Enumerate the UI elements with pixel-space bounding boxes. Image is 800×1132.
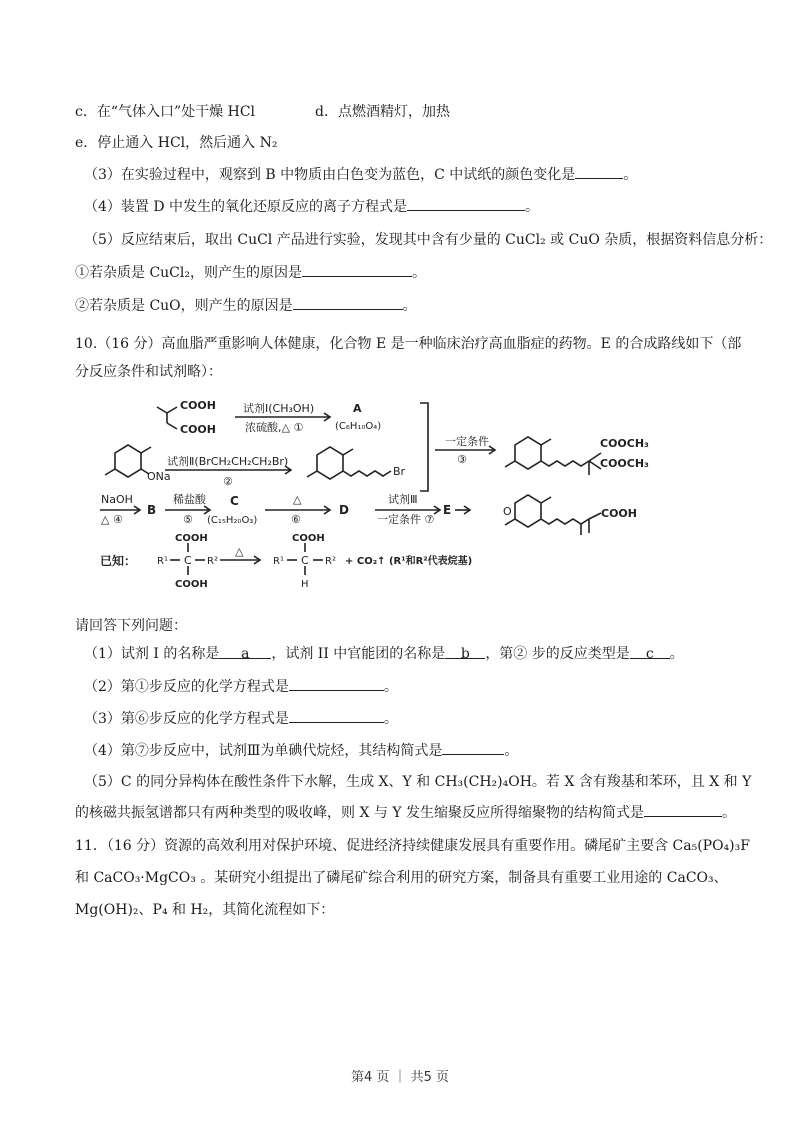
cooch3-label: COOCH₃ (600, 437, 649, 450)
naoh-label: NaOH (101, 493, 133, 506)
step-3: ③ (457, 453, 467, 466)
step-4: △ ④ (101, 513, 123, 526)
sub-question-5-cont: 的核磁共振氢谱都只有两种类型的吸收峰，则 X 与 Y 发生缩聚反应所得缩聚物的结构简式是 。 (75, 802, 740, 823)
question-3: （3）在实验过程中，观察到 B 中物质由白色变为蓝色，C 中试纸的颜色变化是 。 (84, 164, 740, 185)
condition-3: 一定条件 (445, 435, 489, 448)
compound-a-formula: (C₆H₁₀O₄) (335, 421, 382, 432)
dilute-hcl: 稀盐酸 (173, 493, 206, 506)
compound-b: B (147, 503, 157, 517)
sub-question-5: （5）C 的同分异构体在酸性条件下水解，生成 X、Y 和 CH₃(CH₂)₄OH。若 X 含有羧基和苯环，且 X 和 Y (84, 774, 752, 790)
reagent-1: 试剂Ⅰ(CH₃OH) (243, 402, 315, 415)
heat-known: △ (235, 545, 244, 558)
cooh-label: COOH (180, 423, 216, 436)
synthesis-scheme (95, 395, 735, 595)
cooh-label: COOH (601, 507, 637, 520)
step-7: 一定条件 ⑦ (377, 513, 435, 526)
option-e: e．停止通入 HCl，然后通入 N₂ (75, 135, 278, 151)
reagent-3: 试剂Ⅲ (388, 493, 418, 506)
r1-label: R¹ (157, 556, 168, 567)
cooh-label: COOH (175, 579, 208, 590)
step-2: ② (223, 475, 233, 488)
br-label: Br (393, 465, 406, 478)
step-5: ⑤ (183, 513, 193, 526)
compound-d: D (339, 503, 349, 517)
compound-c: C (230, 494, 239, 508)
reagent-2: 试剂Ⅱ(BrCH₂CH₂CH₂Br) (167, 455, 289, 468)
r1-label: R¹ (273, 556, 284, 567)
problem-10-intro: 10.（16 分）高血脂严重影响人体健康，化合物 E 是一种临床治疗高血脂症的药物。E 的合成路线如下（部 (75, 336, 742, 352)
page-footer: 第4 页 ｜ 共5 页 (350, 1070, 450, 1085)
question-4: （4）装置 D 中发生的氧化还原反应的离子方程式是 。 (84, 196, 740, 217)
cooh-label: COOH (180, 399, 216, 412)
blank-a: a (219, 644, 271, 659)
carbon-label: C (301, 554, 309, 567)
sub-question-3: （3）第⑥步反应的化学方程式是 。 (84, 708, 740, 729)
ona-label: ONa (147, 470, 171, 483)
sub-question-4: （4）第⑦步反应中，试剂Ⅲ为单碘代烷烃，其结构简式是 。 (84, 740, 740, 761)
compound-c-formula: (C₁₅H₂₀O₃) (207, 515, 258, 526)
r2-label: R² (207, 556, 218, 567)
compound-e: E (443, 503, 452, 517)
sub-question-1: （1）试剂 I 的名称是 a ，试剂 II 中官能团的名称是 b ，第② 步的反应类型是 c 。 (84, 646, 684, 662)
r2-label: R² (325, 556, 336, 567)
sub-question-2: （2）第①步反应的化学方程式是 。 (84, 676, 740, 697)
problem-11-intro-3: Mg(OH)₂、P₄ 和 H₂，其简化流程如下： (75, 902, 335, 918)
h-label: H (301, 579, 309, 590)
condition-1: 浓硫酸,△ ① (245, 421, 304, 434)
question-5: （5）反应结束后，取出 CuCl 产品进行实验，发现其中含有少量的 CuCl₂ 或 CuO 杂质，根据资料信息分析： (84, 232, 773, 248)
option-d: d．点燃酒精灯，加热 (315, 104, 450, 120)
problem-10-intro-2: 分反应条件和试剂略）： (75, 364, 222, 380)
blank-c: c (630, 644, 670, 659)
option-c: c．在“气体入口”处干燥 HCl d．点燃酒精灯，加热 (75, 104, 450, 120)
question-5a: ①若杂质是 CuCl₂，则产生的原因是 。 (75, 262, 740, 283)
cooh-label: COOH (175, 533, 208, 544)
problem-11-intro: 11．（16 分）资源的高效利用对保护环境、促进经济持续健康发展具有重要作用。磷尾矿主要含 Ca₅(PO₄)₃F (75, 838, 750, 854)
heat-6: △ (293, 493, 302, 506)
problem-11-intro-2: 和 CaCO₃·MgCO₃ 。某研究小组提出了磷尾矿综合利用的研究方案，制备具有重要工业用途的 CaCO₃、 (75, 870, 728, 886)
ether-o: O (503, 505, 512, 518)
co2-note: + CO₂↑ (R¹和R²代表烷基) (345, 556, 473, 567)
blank-b: b (445, 644, 485, 659)
carbon-label: C (184, 554, 192, 567)
known-label: 已知： (100, 554, 137, 568)
cooch3-label: COOCH₃ (600, 457, 649, 470)
ask-line: 请回答下列问题： (75, 618, 187, 634)
compound-a: A (353, 402, 362, 415)
step-6: ⑥ (291, 513, 301, 526)
cooh-label: COOH (292, 533, 325, 544)
question-5b: ②若杂质是 CuO，则产生的原因是 。 (75, 295, 740, 316)
